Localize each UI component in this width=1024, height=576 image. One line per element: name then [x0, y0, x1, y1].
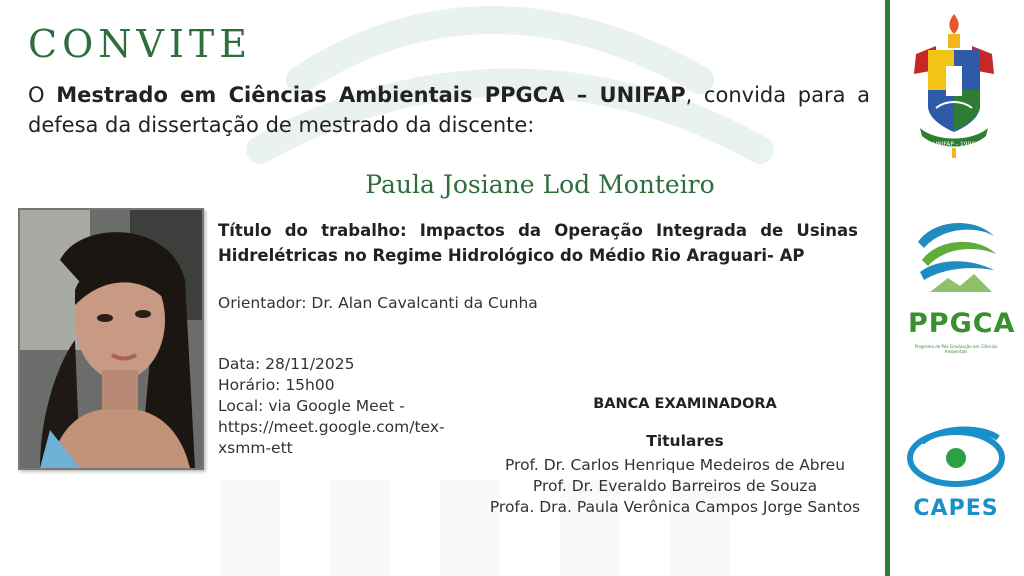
intro-suffix: , convida para a defesa da dissertação de mestrado da discente:: [28, 83, 870, 137]
ppgca-logo-subtitle: Programa de Pós-Graduação em Ciências Ambientais: [914, 344, 998, 354]
committee-members: [470, 455, 880, 518]
divider-line: [885, 0, 890, 576]
committee-member: Profa. Dra. Paula Verônica Campos Jorge Santos: [489, 498, 861, 516]
student-photo: [18, 208, 204, 470]
event-time: Horário: 15h00: [218, 376, 335, 394]
ppgca-logo-text: PPGCA: [908, 308, 1016, 339]
advisor: Orientador: Dr. Alan Cavalcanti da Cunha: [218, 294, 538, 312]
capes-logo: [902, 420, 1010, 528]
program-name: Mestrado em Ciências Ambientais PPGCA – UNIFAP: [56, 83, 686, 107]
intro-text: [28, 80, 870, 140]
intro-prefix: O: [28, 83, 57, 107]
capes-logo-text: CAPES: [913, 496, 999, 521]
unifap-motto: UNIFAP - 1990: [932, 141, 976, 148]
unifap-logo: [906, 10, 1002, 160]
committee-heading: BANCA EXAMINADORA: [593, 396, 777, 412]
event-date: Data: 28/11/2025: [218, 355, 355, 373]
event-info: [218, 354, 468, 459]
committee-member: Prof. Dr. Everaldo Barreiros de Souza: [532, 477, 818, 495]
student-name: Paula Josiane Lod Monteiro: [365, 170, 715, 199]
committee-member: Prof. Dr. Carlos Henrique Medeiros de Abreu: [504, 456, 846, 474]
page-title: CONVITE: [28, 22, 253, 66]
work-title: Título do trabalho: Impactos da Operação Integrada de Usinas Hidrelétricas no Regime Hidrológico do Médio Rio Araguari- AP: [218, 221, 858, 265]
ppgca-logo: [908, 212, 1016, 354]
committee-subheading: Titulares: [646, 432, 724, 450]
event-location: Local: via Google Meet - https://meet.google.com/tex-xsmm-ett: [218, 397, 445, 457]
